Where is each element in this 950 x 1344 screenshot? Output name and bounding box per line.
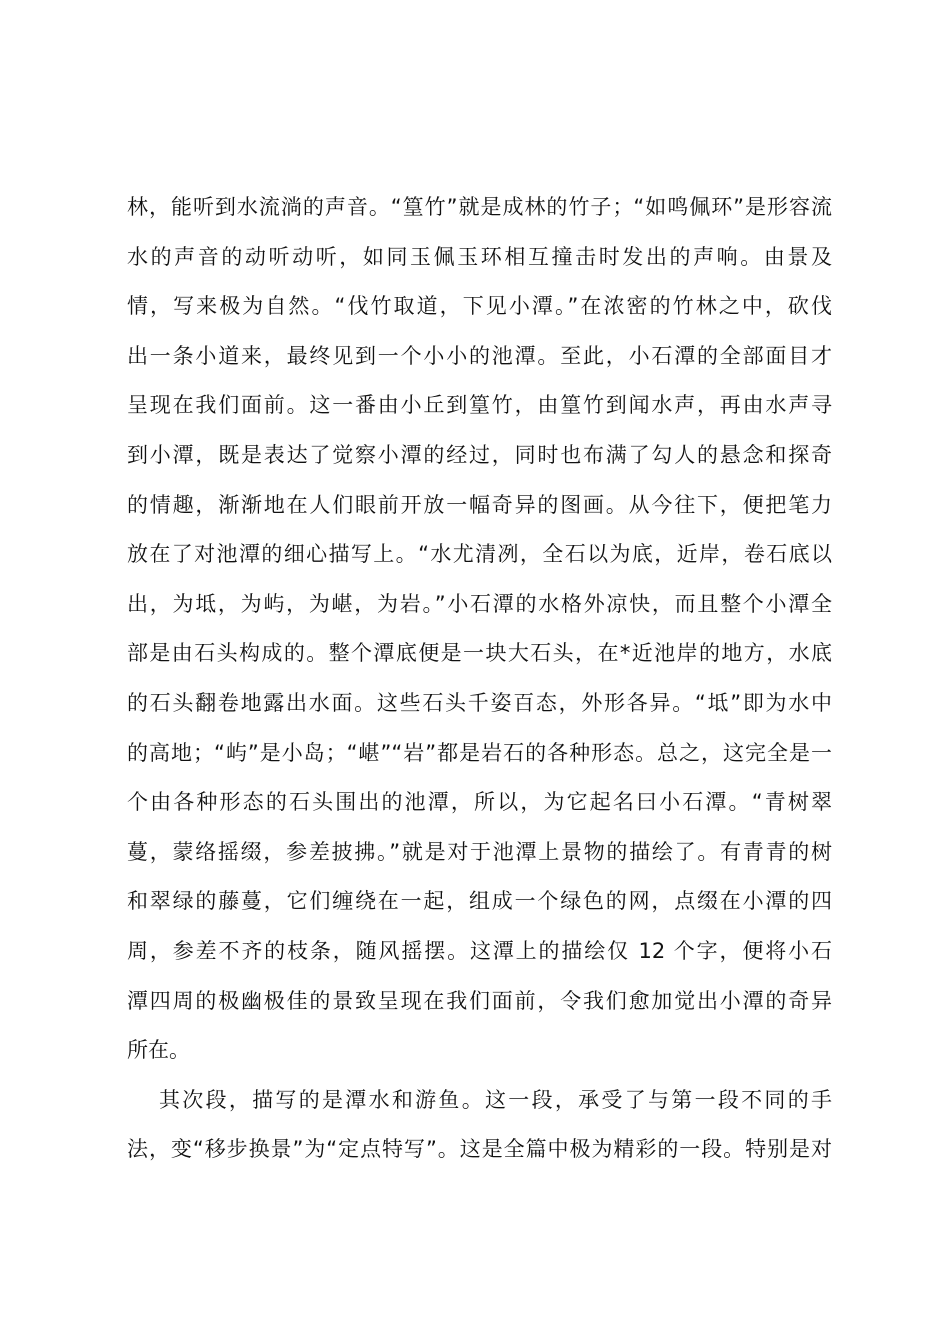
paragraph-2 <box>127 1076 832 1175</box>
text-line: 的高地；“屿”是小岛；“嵁”“岩”都是岩石的各种形态。总之，这完全是一 <box>127 740 832 765</box>
text-line: 其次段，描写的是潭水和游鱼。这一段，承受了与第一段不同的手 <box>159 1087 832 1112</box>
text-line: 所在。 <box>127 1038 190 1063</box>
text-line: 放在了对池潭的细心描写上。“水尤清冽，全石以为底，近岸，卷石底以 <box>127 542 832 567</box>
text-line: 蔓，蒙络摇缀，参差披拂。”就是对于池潭上景物的描绘了。有青青的树 <box>127 839 832 864</box>
text-line: 部是由石头构成的。整个潭底便是一块大石头，在*近池岸的地方，水底 <box>127 641 832 666</box>
text-line: 个由各种形态的石头围出的池潭，所以，为它起名曰小石潭。“青树翠 <box>127 790 832 815</box>
body-text <box>127 183 832 1175</box>
text-line: 的情趣，渐渐地在人们眼前开放一幅奇异的图画。从今往下，便把笔力 <box>127 492 832 517</box>
text-line: 和翠绿的藤蔓，它们缠绕在一起，组成一个绿色的网，点缀在小潭的四 <box>127 889 832 914</box>
paragraph-1 <box>127 183 832 1076</box>
text-line: 呈现在我们面前。这一番由小丘到篁竹，由篁竹到闻水声，再由水声寻 <box>127 393 832 418</box>
text-line: 法，变“移步换景”为“定点特写”。这是全篇中极为精彩的一段。特别是对 <box>127 1137 832 1162</box>
text-line: 林，能听到水流淌的声音。“篁竹”就是成林的竹子；“如鸣佩环”是形容流 <box>127 195 832 219</box>
text-line: 出一条小道来，最终见到一个小小的池潭。至此，小石潭的全部面目才 <box>127 343 832 368</box>
text-line: 水的声音的动听动听，如同玉佩玉环相互撞击时发出的声响。由景及 <box>127 244 832 269</box>
text-line: 到小潭，既是表达了觉察小潭的经过，同时也布满了勾人的悬念和探奇 <box>127 442 832 467</box>
text-line: 出，为坻，为屿，为嵁，为岩。”小石潭的水格外凉快，而且整个小潭全 <box>127 591 832 616</box>
text-line: 的石头翻卷地露出水面。这些石头千姿百态，外形各异。“坻”即为水中 <box>127 690 832 715</box>
text-line: 情，写来极为自然。“伐竹取道，下见小潭。”在浓密的竹林之中，砍伐 <box>127 294 832 319</box>
text-line: 潭四周的极幽极佳的景致呈现在我们面前，令我们愈加觉出小潭的奇异 <box>127 988 832 1013</box>
text-line: 周，参差不齐的枝条，随风摇摆。这潭上的描绘仅 12 个字，便将小石 <box>127 938 832 963</box>
